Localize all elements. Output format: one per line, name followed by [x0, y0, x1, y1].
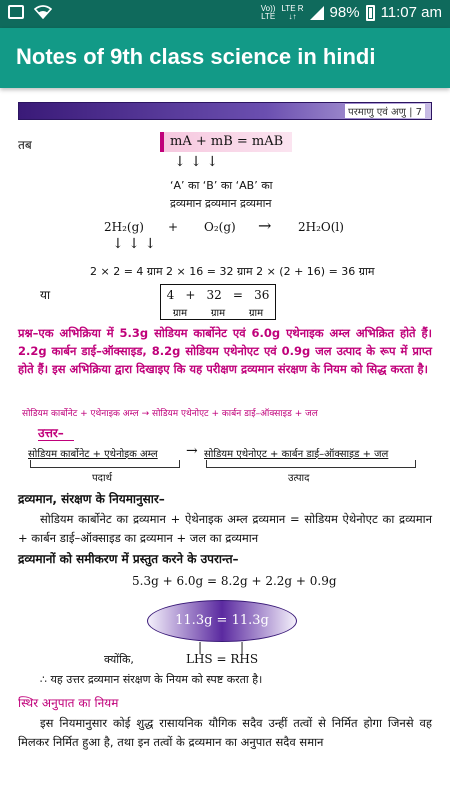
lhs-rhs: LHS = RHS	[186, 652, 259, 666]
lte-bottom-text: ↓↑	[288, 11, 297, 21]
mass-equation: mA + mB = mAB	[170, 134, 284, 149]
section-heading: स्थिर अनुपात का नियम	[18, 696, 119, 710]
status-bar	[0, 0, 450, 28]
reactant-brace	[30, 460, 180, 468]
volte-bottom-text: LTE	[261, 11, 276, 21]
table-cell: +	[185, 288, 196, 302]
conclusion-text: ∴ यह उत्तर द्रव्यमान संरक्षण के नियम को स्पष्ट करता है।	[40, 673, 263, 686]
app-title: Notes of 9th class science in hindi	[16, 44, 376, 69]
table-cell: ग्राम	[248, 308, 264, 319]
battery-icon	[366, 5, 375, 21]
law-heading: द्रव्यमान, संरक्षण के नियमानुसार–	[18, 492, 165, 506]
volte-indicator	[261, 5, 276, 21]
mass-words: द्रव्यमान द्रव्यमान द्रव्यमान	[170, 197, 272, 210]
mass-table	[160, 284, 276, 320]
table-cell: =	[232, 288, 243, 302]
arrows-row-1: ↓ ↓ ↓	[174, 154, 219, 170]
answer-underline	[38, 440, 74, 441]
products-text: सोडियम एथेनोएट + कार्बन डाई–ऑक्साइड + जल	[204, 449, 389, 460]
rhs-tick: |	[240, 640, 245, 654]
section-text: इस नियमानुसार कोई शुद्ध रासायनिक यौगिक सदैव उन्हीं तत्वों से निर्मित होगा जिनसे वह मिलकर निर्मित हुआ है, तथा इन तत्वों के द्रव्यमान का अनुपात सदैव समान	[18, 716, 432, 749]
table-cell: 36	[254, 288, 270, 302]
lte-top-text: LTE R	[281, 3, 304, 13]
table-cell: ग्राम	[172, 308, 188, 319]
answer-label: उत्तर–	[38, 426, 64, 440]
app-bar	[0, 28, 450, 88]
reactant-h2: 2H₂(g)	[104, 220, 144, 234]
clock: 11:07 am	[380, 4, 442, 21]
tab-label: तब	[18, 138, 32, 152]
chapter-header: परमाणु एवं अणु | 7	[345, 104, 425, 118]
yield-arrow: →	[258, 216, 272, 235]
reactant-label: पदार्थ	[92, 473, 112, 484]
chapter-header-band	[18, 102, 432, 120]
law-text: सोडियम कार्बोनेट का द्रव्यमान + ऐथेनाइक अम्ल द्रव्यमान = सोडियम ऐथेनोएट का द्रव्यमान + कार्बन डाई–ऑक्साइड का द्रव्यमान + जल का द्रव्यमान	[18, 512, 432, 545]
equation-box	[160, 132, 292, 152]
result-ellipse	[147, 600, 297, 642]
wifi-icon	[34, 5, 52, 19]
question-text: प्रश्न–एक अभिक्रिया में 5.3g सोडियम कार्बोनेट एवं 6.0g एथेनाइक अम्ल अभिक्रित होते हैं। 2.2g कार्बन डाई–ऑक्साइड, 8.2g सोडियम एथेनोएट एवं 0.9g जल उत्पाद के रूप में प्राप्त होते हैं। इस अभिक्रिया द्वारा दिखाइए कि यह परीक्षण द्रव्यमान संरक्षण के नियम को सिद्ध करता है।	[18, 326, 432, 376]
signal-icon	[310, 6, 324, 20]
table-cell: 32	[206, 288, 222, 302]
result-text: 11.3g = 11.3g	[175, 613, 269, 628]
product-h2o: 2H₂O(l)	[298, 220, 344, 234]
ya-label: या	[40, 288, 51, 302]
table-cell: ग्राम	[210, 308, 226, 319]
sum-equation: 5.3g + 6.0g = 8.2g + 2.2g + 0.9g	[132, 574, 337, 588]
image-notification-icon	[8, 5, 24, 19]
mass-calc: 2 × 2 = 4 ग्राम 2 × 16 = 32 ग्राम 2 × (2 + 16) = 36 ग्राम	[90, 265, 375, 278]
plus-sign: +	[168, 220, 179, 234]
mass-labels: ‘A’ का ‘B’ का ‘AB’ का	[170, 179, 273, 192]
arrows-row-2: ↓ ↓ ↓	[112, 236, 157, 252]
lte-indicator	[281, 5, 303, 21]
mass-table-row-values	[161, 288, 275, 302]
reactants-text: सोडियम कार्बोनेट + एथेनोइक अम्ल	[28, 449, 158, 460]
note-page[interactable]	[0, 88, 450, 800]
substitute-heading: द्रव्यमानों को समीकरण में प्रस्तुत करने के उपरान्त–	[18, 552, 239, 566]
reaction-arrow: →	[186, 443, 198, 459]
product-brace	[206, 460, 416, 468]
reactant-o2: O₂(g)	[204, 220, 236, 234]
mass-table-row-units	[161, 305, 275, 319]
table-cell: 4	[166, 288, 175, 302]
volte-top-text: Vo))	[260, 3, 276, 13]
because-label: क्योंकि,	[104, 653, 134, 666]
lhs-tick: |	[198, 640, 203, 654]
battery-percent: 98%	[329, 4, 360, 21]
product-label: उत्पाद	[288, 473, 310, 484]
reaction-line: सोडियम कार्बोनेट + एथेनाइक अम्ल → सोडियम एथेनोएट + कार्बन डाई–ऑक्साइड + जल	[22, 409, 318, 419]
